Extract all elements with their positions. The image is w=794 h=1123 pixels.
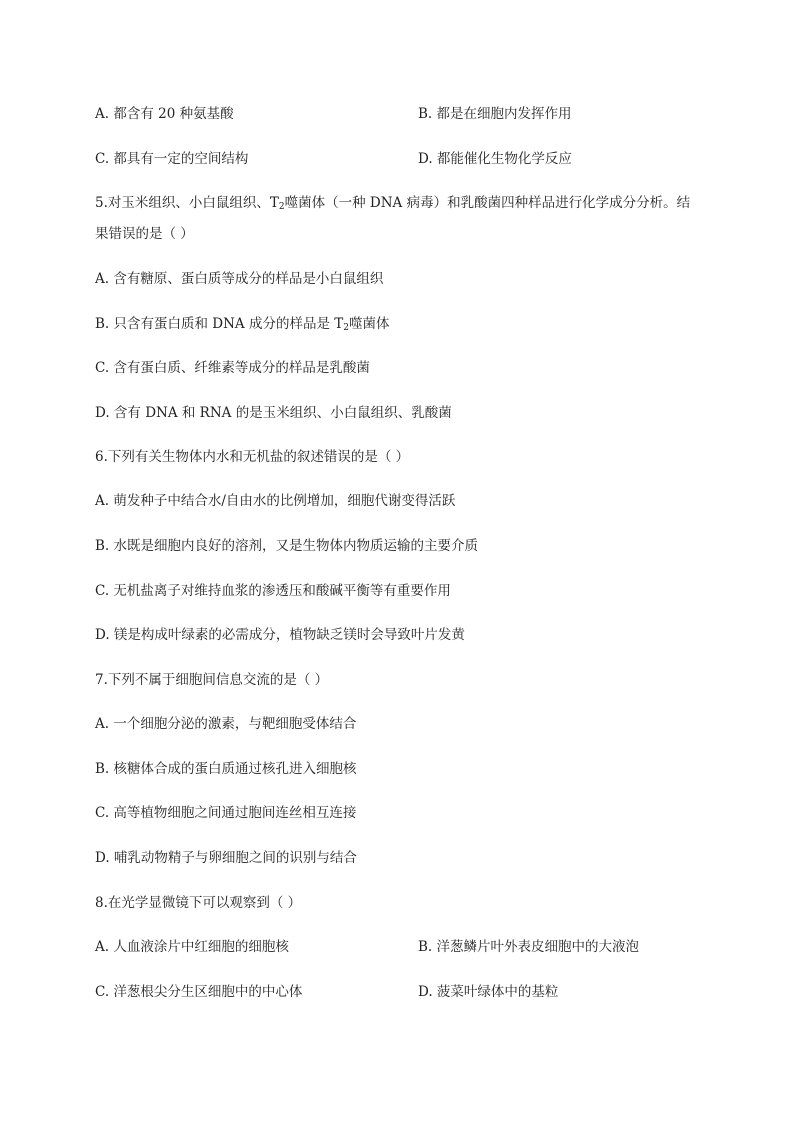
q8-option-b: B. 洋葱鳞片叶外表皮细胞中的大液泡: [418, 939, 640, 955]
q6-option-c: C. 无机盐离子对维持血浆的渗透压和酸碱平衡等有重要作用: [95, 583, 451, 599]
q5-option-c: C. 含有蛋白质、纤维素等成分的样品是乳酸菌: [95, 360, 370, 376]
q5-option-d: D. 含有 DNA 和 RNA 的是玉米组织、小白鼠组织、乳酸菌: [95, 405, 452, 421]
q7-option-b: B. 核糖体合成的蛋白质通过核孔进入细胞核: [95, 761, 357, 777]
q5-stem-line1: 5.对玉米组织、小白鼠组织、$T_2$噬菌体（一种 DNA 病毒）和乳酸菌四种样品进行化学成分分析。结: [95, 195, 691, 212]
q7-option-c: C. 高等植物细胞之间通过胞间连丝相互连接: [95, 805, 357, 821]
q8-option-d: D. 菠菜叶绿体中的基粒: [418, 984, 559, 1000]
q8-option-c: C. 洋葱根尖分生区细胞中的中心体: [95, 984, 303, 1000]
q5-option-b: B. 只含有蛋白质和 DNA 成分的样品是 $T_2$噬菌体: [95, 316, 390, 333]
q4-option-a: A. 都含有 20 种氨基酸: [95, 106, 234, 122]
q4-option-b: B. 都是在细胞内发挥作用: [418, 106, 572, 122]
q4-option-d: D. 都能催化生物化学反应: [418, 151, 572, 167]
q7-option-d: D. 哺乳动物精子与卵细胞之间的识别与结合: [95, 850, 357, 866]
q5-stem-line2: 果错误的是（ ）: [95, 226, 194, 242]
q6-option-a: A. 萌发种子中结合水/自由水的比例增加，细胞代谢变得活跃: [95, 493, 456, 509]
q8-option-a: A. 人血液涂片中红细胞的细胞核: [95, 939, 289, 955]
q7-stem: 7.下列不属于细胞间信息交流的是（ ）: [95, 672, 329, 688]
q8-stem: 8.在光学显微镜下可以观察到（ ）: [95, 895, 302, 911]
q6-option-d: D. 镁是构成叶绿素的必需成分，植物缺乏镁时会导致叶片发黄: [95, 627, 465, 643]
q5-option-a: A. 含有糖原、蛋白质等成分的样品是小白鼠组织: [95, 271, 384, 287]
q7-option-a: A. 一个细胞分泌的激素，与靶细胞受体结合: [95, 716, 357, 732]
q6-stem: 6.下列有关生物体内水和无机盐的叙述错误的是（ ）: [95, 449, 410, 465]
q4-option-c: C. 都具有一定的空间结构: [95, 151, 249, 167]
q6-option-b: B. 水既是细胞内良好的溶剂，又是生物体内物质运输的主要介质: [95, 538, 479, 554]
